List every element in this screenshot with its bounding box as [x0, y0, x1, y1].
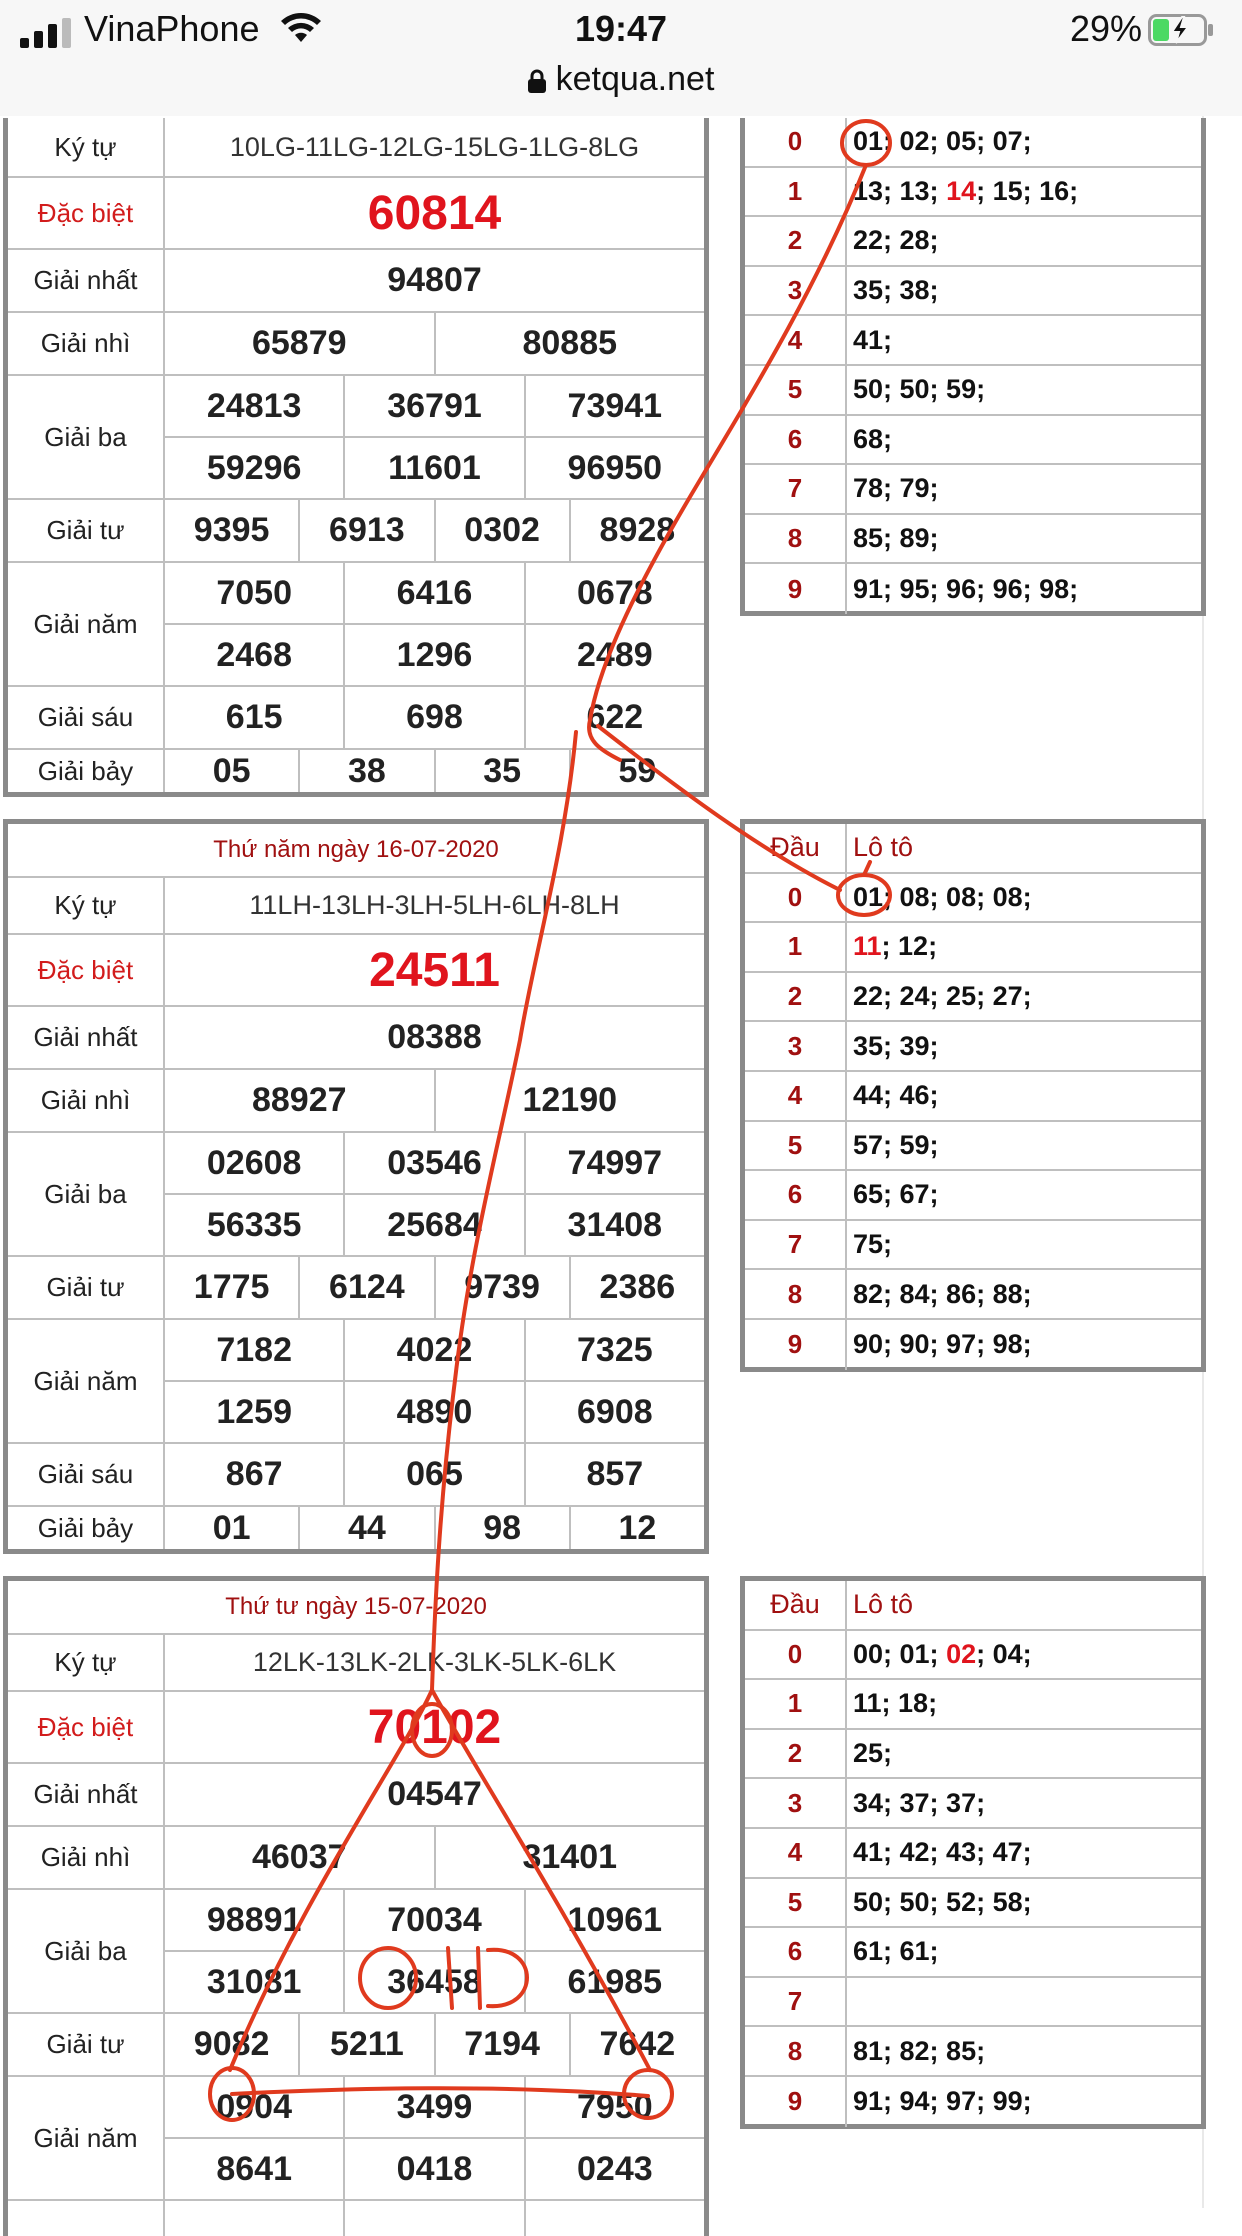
loto-text: 01; 02; 05; 07;: [853, 126, 1032, 157]
label-giai-ba: Giải ba: [8, 1890, 165, 2012]
loto-values: [847, 1829, 1201, 1877]
draw-date-header: Thứ năm ngày 16-07-2020: [8, 824, 704, 878]
prize-number: 698: [343, 687, 523, 748]
label-dac-biet: Đặc biệt: [8, 178, 165, 248]
prize-number: [343, 2201, 523, 2236]
loto-head: 8: [745, 1270, 847, 1318]
label-giai-nam: Giải năm: [8, 1320, 165, 1442]
label-giai-nhi: Giải nhì: [8, 313, 165, 374]
prize-number: 857: [524, 1444, 704, 1505]
row-dac-biet: [8, 1692, 704, 1764]
prize-number: 46037: [251, 1838, 347, 1876]
loto-values: [847, 564, 1201, 614]
loto-values: [847, 1171, 1201, 1219]
loto-values: [847, 267, 1201, 315]
row-giai-nam: [8, 563, 704, 687]
loto-head: 0: [745, 118, 847, 166]
loto-row-3: [745, 267, 1201, 317]
loto-values: [847, 1779, 1201, 1827]
label-giai-bay: Giải bảy: [8, 750, 165, 792]
row-giai-nhi: [8, 313, 704, 376]
prize-number: 61985: [524, 1952, 704, 2012]
label-dac-biet: Đặc biệt: [8, 935, 165, 1005]
row-giai-nam: [8, 1320, 704, 1444]
prize-number: 10961: [524, 1890, 704, 1950]
prize-number: 36458: [343, 1952, 523, 2012]
loto-row-6: [745, 1171, 1201, 1221]
label-giai-nhat: Giải nhất: [8, 250, 165, 311]
label-giai-nhat: Giải nhất: [8, 1007, 165, 1068]
row-giai-bay: [8, 1507, 704, 1549]
prize-number: 1296: [343, 625, 523, 685]
row-giai-sau: [8, 2201, 704, 2236]
loto-head: 1: [745, 1680, 847, 1728]
loto-values: [847, 1680, 1201, 1728]
loto-head: 4: [745, 1072, 847, 1120]
loto-head: 2: [745, 973, 847, 1021]
prize-number: 70034: [343, 1890, 523, 1950]
loto-values: [847, 1072, 1201, 1120]
loto-row-4: [745, 1072, 1201, 1122]
label-dac-biet: Đặc biệt: [8, 1692, 165, 1762]
prize-number: 12190: [434, 1070, 705, 1131]
url-text: ketqua.net: [555, 60, 715, 98]
prize-number: 96950: [524, 438, 704, 498]
prize-number: 2468: [216, 635, 292, 674]
loto-head: 7: [745, 465, 847, 513]
loto-values: [847, 923, 1201, 971]
loto-row-7: [745, 1978, 1201, 2028]
prize-number: 31401: [434, 1827, 705, 1888]
loto-table: [740, 1576, 1206, 2129]
prize-number: 44: [298, 1507, 433, 1549]
prize-number: 0302: [434, 500, 569, 561]
loto-head: 5: [745, 1122, 847, 1170]
loto-text: 41; 42; 43; 47;: [853, 1837, 1032, 1868]
prize-number: 4890: [343, 1382, 523, 1442]
loto-row-5: [745, 1879, 1201, 1929]
loto-head: 8: [745, 2027, 847, 2075]
loto-row-1: [745, 168, 1201, 218]
prize-number: 04547: [387, 1775, 482, 1813]
label-giai-nhi: Giải nhì: [8, 1827, 165, 1888]
loto-row-8: [745, 2027, 1201, 2077]
loto-values: [847, 1978, 1201, 2026]
loto-text: 22; 24; 25; 27;: [853, 981, 1032, 1012]
loto-table: [740, 819, 1206, 1372]
loto-row-5: [745, 1122, 1201, 1172]
loto-row-1: [745, 923, 1201, 973]
loto-head: 7: [745, 1978, 847, 2026]
loto-text: 11; 18;: [853, 1688, 938, 1719]
status-bar: [0, 0, 1242, 116]
label-giai-nhi: Giải nhì: [8, 1070, 165, 1131]
battery-percent: 29%: [1069, 8, 1142, 49]
row-giai-ba: [8, 376, 704, 500]
loto-text: 13; 13;: [853, 175, 947, 206]
loto-row-6: [745, 1928, 1201, 1978]
loto-values: [847, 1022, 1201, 1070]
loto-values: [847, 1270, 1201, 1318]
loto-values: [847, 515, 1201, 563]
loto-header-loto: Lô tô: [853, 1589, 914, 1620]
loto-text: 57; 59;: [853, 1129, 939, 1160]
loto-header: [745, 1581, 1201, 1631]
results-table: [3, 819, 709, 1554]
loto-text: 41;: [853, 324, 893, 355]
loto-head: 3: [745, 1022, 847, 1070]
loto-text: ; 12;: [881, 931, 938, 962]
prize-number: 6124: [298, 1257, 433, 1318]
loto-values: [847, 1928, 1201, 1976]
label-giai-bay: Giải bảy: [8, 1507, 165, 1549]
prize-number: 615: [225, 698, 283, 736]
loto-text: 50; 50; 52; 58;: [853, 1886, 1032, 1917]
loto-table: [740, 118, 1206, 616]
clock: 19:47: [574, 8, 668, 49]
loto-head: 3: [745, 267, 847, 315]
lock-icon: [528, 69, 546, 93]
row-giai-nhat: [8, 1764, 704, 1827]
loto-head: 1: [745, 923, 847, 971]
loto-text: 61; 61;: [853, 1936, 939, 1967]
loto-row-3: [745, 1779, 1201, 1829]
loto-row-0: [745, 118, 1201, 168]
ky-tu-value: 12LK-13LK-2LK-3LK-5LK-6LK: [252, 1647, 617, 1677]
loto-text: 44; 46;: [853, 1080, 939, 1111]
row-ky-tu: [8, 1635, 704, 1692]
loto-text: 65; 67;: [853, 1179, 939, 1210]
loto-values: [847, 416, 1201, 464]
prize-number: 59: [569, 750, 704, 792]
prize-number: 6913: [298, 500, 433, 561]
prize-number: 0243: [524, 2139, 704, 2199]
loto-head: 5: [745, 366, 847, 414]
label-giai-tu: Giải tư: [8, 1257, 165, 1318]
label-giai-ba: Giải ba: [8, 1133, 165, 1255]
prize-number: 5211: [298, 2014, 433, 2075]
prize-number: 8928: [569, 500, 704, 561]
loto-head: 9: [745, 1320, 847, 1370]
loto-values: [847, 1730, 1201, 1778]
row-dac-biet: [8, 935, 704, 1007]
loto-text: 50; 50; 59;: [853, 374, 986, 405]
label-giai-tu: Giải tư: [8, 500, 165, 561]
prize-number: 2386: [569, 1257, 704, 1318]
row-giai-nhat: [8, 1007, 704, 1070]
loto-header-loto: Lô tô: [853, 832, 914, 863]
loto-row-3: [745, 1022, 1201, 1072]
loto-head: 9: [745, 2077, 847, 2127]
results-table: [3, 1576, 709, 2236]
loto-text: ; 04;: [976, 1638, 1032, 1669]
prize-number: 73941: [524, 376, 704, 436]
loto-values: [847, 1879, 1201, 1927]
prize-number: 7325: [524, 1320, 704, 1380]
loto-row-2: [745, 217, 1201, 267]
loto-head: 6: [745, 416, 847, 464]
loto-values: [847, 168, 1201, 216]
prize-number: 1259: [216, 1392, 292, 1431]
loto-row-9: [745, 2077, 1201, 2127]
prize-number: 8641: [216, 2149, 292, 2188]
label-giai-nam: Giải năm: [8, 2077, 165, 2199]
label-ky-tu: Ký tự: [8, 878, 165, 933]
label-giai-ba: Giải ba: [8, 376, 165, 498]
loto-values: [847, 118, 1201, 166]
loto-values: [847, 1122, 1201, 1170]
label-giai-nhat: Giải nhất: [8, 1764, 165, 1825]
row-giai-nhi: [8, 1070, 704, 1133]
loto-row-0: [745, 1631, 1201, 1681]
loto-head: 5: [745, 1879, 847, 1927]
loto-head: 2: [745, 1730, 847, 1778]
label-giai-nam: Giải năm: [8, 563, 165, 685]
prize-number: 6416: [343, 563, 523, 623]
loto-values: [847, 366, 1201, 414]
loto-values: [847, 2077, 1201, 2127]
row-giai-nhat: [8, 250, 704, 313]
loto-text: 35; 38;: [853, 275, 939, 306]
prize-number: 3499: [343, 2077, 523, 2137]
loto-row-5: [745, 366, 1201, 416]
prize-number: 74997: [524, 1133, 704, 1193]
carrier-name: VinaPhone: [84, 8, 260, 49]
loto-values: [847, 217, 1201, 265]
loto-head: 6: [745, 1171, 847, 1219]
loto-head: 3: [745, 1779, 847, 1827]
loto-row-8: [745, 515, 1201, 565]
prize-number: 7194: [434, 2014, 569, 2075]
loto-head: 6: [745, 1928, 847, 1976]
loto-row-7: [745, 465, 1201, 515]
prize-number: 02608: [206, 1143, 302, 1182]
prize-number: 94807: [387, 261, 482, 299]
loto-text: 00; 01;: [853, 1638, 947, 1669]
prize-number: 11601: [343, 438, 523, 498]
prize-number: 622: [524, 687, 704, 748]
prize-number: 12: [569, 1507, 704, 1549]
prize-number: 867: [225, 1455, 283, 1493]
loto-text: 81; 82; 85;: [853, 2035, 986, 2066]
loto-head: 9: [745, 564, 847, 614]
row-dac-biet: [8, 178, 704, 250]
prize-number: 98891: [206, 1900, 302, 1939]
loto-text: 35; 39;: [853, 1030, 939, 1061]
prize-number: 25684: [343, 1195, 523, 1255]
loto-row-9: [745, 1320, 1201, 1370]
prize-number: 03546: [343, 1133, 523, 1193]
battery-charging-icon: [1148, 14, 1214, 46]
row-giai-ba: [8, 1890, 704, 2014]
prize-number: 9082: [193, 2025, 270, 2063]
special-prize-number: 70102: [367, 1700, 502, 1754]
loto-head: 1: [745, 168, 847, 216]
prize-number: 4022: [343, 1320, 523, 1380]
prize-number: 0904: [216, 2087, 292, 2126]
loto-text: 22; 28;: [853, 225, 939, 256]
loto-text: 90; 90; 97; 98;: [853, 1329, 1032, 1360]
loto-head: 0: [745, 1631, 847, 1679]
prize-number: 65879: [251, 324, 347, 362]
loto-text: 91; 94; 97; 99;: [853, 2086, 1032, 2117]
draw-date-header: Thứ tư ngày 15-07-2020: [8, 1581, 704, 1635]
prize-number: 59296: [206, 448, 302, 487]
ky-tu-value: 11LH-13LH-3LH-5LH-6LH-8LH: [249, 890, 620, 920]
loto-text: 34; 37; 37;: [853, 1787, 986, 1818]
prize-number: 065: [343, 1444, 523, 1505]
prize-number: 56335: [206, 1205, 302, 1244]
loto-header-dau: Đầu: [745, 824, 847, 872]
results-table: [3, 118, 709, 797]
prize-number: 9739: [434, 1257, 569, 1318]
loto-text: 25;: [853, 1738, 893, 1769]
prize-number: 88927: [251, 1081, 347, 1119]
prize-number: 0418: [343, 2139, 523, 2199]
loto-text-highlight: 14: [946, 175, 977, 206]
loto-values: [847, 2027, 1201, 2075]
special-prize-number: 60814: [367, 186, 502, 240]
row-giai-sau: [8, 1444, 704, 1507]
prize-number: [165, 2201, 343, 2236]
loto-row-0: [745, 874, 1201, 924]
loto-head: 4: [745, 1829, 847, 1877]
loto-header: [745, 824, 1201, 874]
special-prize-number: 24511: [369, 943, 500, 997]
prize-number: 7182: [216, 1330, 292, 1369]
label-giai-sau: [8, 2201, 165, 2236]
prize-number: 7050: [216, 573, 292, 612]
prize-number: 35: [434, 750, 569, 792]
label-giai-sau: Giải sáu: [8, 1444, 165, 1505]
ky-tu-value: 10LG-11LG-12LG-15LG-1LG-8LG: [229, 131, 640, 162]
prize-number: 31081: [206, 1962, 302, 2001]
row-giai-tu: [8, 2014, 704, 2077]
page-scrollbar[interactable]: [1202, 116, 1242, 2208]
prize-number: 05: [212, 751, 251, 790]
loto-row-6: [745, 416, 1201, 466]
loto-row-7: [745, 1221, 1201, 1271]
row-giai-nam: [8, 2077, 704, 2201]
prize-number: 24813: [206, 386, 302, 425]
row-ky-tu: [8, 878, 704, 935]
row-giai-tu: [8, 500, 704, 563]
row-giai-nhi: [8, 1827, 704, 1890]
prize-number: 0678: [524, 563, 704, 623]
loto-text: ; 15; 16;: [976, 175, 1079, 206]
loto-values: [847, 1221, 1201, 1269]
loto-text: 85; 89;: [853, 523, 939, 554]
loto-values: [847, 1631, 1201, 1679]
loto-text: 91; 95; 96; 96; 98;: [853, 573, 1079, 604]
row-ky-tu: [8, 118, 704, 178]
prize-number: 31408: [524, 1195, 704, 1255]
loto-header-dau: Đầu: [745, 1581, 847, 1629]
loto-row-2: [745, 1730, 1201, 1780]
row-giai-ba: [8, 1133, 704, 1257]
prize-number: 01: [212, 1508, 251, 1547]
loto-head: 8: [745, 515, 847, 563]
row-giai-tu: [8, 1257, 704, 1320]
prize-number: 98: [434, 1507, 569, 1549]
label-ky-tu: Ký tự: [8, 118, 165, 176]
loto-head: 2: [745, 217, 847, 265]
prize-number: 2489: [524, 625, 704, 685]
prize-number: 38: [298, 750, 433, 792]
loto-values: [847, 874, 1201, 922]
loto-values: [847, 1320, 1201, 1370]
prize-number: [524, 2201, 704, 2236]
loto-text-highlight: 11: [853, 931, 882, 962]
loto-row-4: [745, 316, 1201, 366]
prize-number: 1775: [193, 1268, 270, 1306]
loto-text: 82; 84; 86; 88;: [853, 1278, 1032, 1309]
prize-number: 6908: [524, 1382, 704, 1442]
loto-values: [847, 973, 1201, 1021]
loto-text: 75;: [853, 1229, 893, 1260]
address-bar[interactable]: [0, 60, 1242, 99]
loto-values: [847, 316, 1201, 364]
prize-number: 80885: [434, 313, 705, 374]
prize-number: 36791: [343, 376, 523, 436]
loto-text: 68;: [853, 423, 893, 454]
label-giai-sau: Giải sáu: [8, 687, 165, 748]
prize-number: 08388: [387, 1018, 482, 1056]
loto-text-highlight: 02: [946, 1638, 977, 1669]
loto-head: 7: [745, 1221, 847, 1269]
loto-row-2: [745, 973, 1201, 1023]
prize-number: 7950: [524, 2077, 704, 2137]
loto-values: [847, 465, 1201, 513]
row-giai-sau: [8, 687, 704, 750]
prize-number: 9395: [193, 511, 270, 549]
loto-text: 01; 08; 08; 08;: [853, 881, 1032, 912]
loto-row-1: [745, 1680, 1201, 1730]
label-giai-tu: Giải tư: [8, 2014, 165, 2075]
loto-row-8: [745, 1270, 1201, 1320]
loto-row-9: [745, 564, 1201, 614]
row-giai-bay: [8, 750, 704, 792]
prize-number: 7642: [569, 2014, 704, 2075]
loto-text: 78; 79;: [853, 473, 939, 504]
loto-row-4: [745, 1829, 1201, 1879]
loto-head: 0: [745, 874, 847, 922]
loto-head: 4: [745, 316, 847, 364]
label-ky-tu: Ký tự: [8, 1635, 165, 1690]
